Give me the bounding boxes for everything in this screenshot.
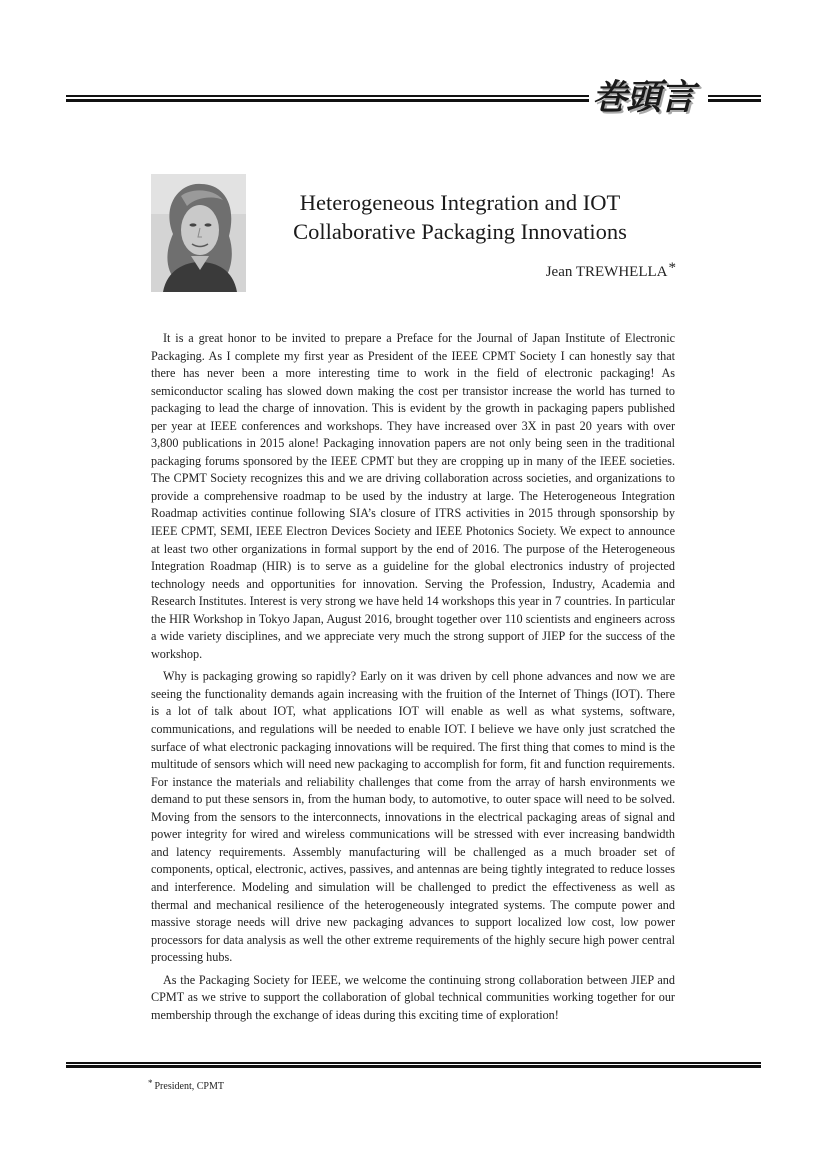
footnote-text: President, CPMT bbox=[154, 1081, 224, 1092]
article-title-line-2: Collaborative Packaging Innovations bbox=[293, 219, 627, 244]
header-rule-right bbox=[708, 95, 761, 102]
author-photo bbox=[151, 174, 246, 292]
body-paragraph-3: As the Packaging Society for IEEE, we welcome the continuing strong collaboration between JIEP and CPMT as we strive to support the collaboration of global technical communities working together for our membership through the exchange of ideas during this exciting time of exploration! bbox=[151, 972, 675, 1022]
author-footnote-mark: * bbox=[668, 260, 676, 276]
author-name: Jean TREWHELLA bbox=[545, 264, 668, 280]
article-title bbox=[250, 188, 670, 246]
body-paragraph-2: Why is packaging growing so rapidly? Early on it was driven by cell phone advances and now we are seeing the functionality demands again increasing with the fruition of the Internet of Things (IOT). There is a lot of talk about IOT, what applications IOT will enable as well as what systems, software, communications, and regulations will be needed to enable IOT. I believe we have only just scratched the surface of what electronic packaging innovations will be required. The first thing that comes to mind is the multitude of sensors which will need new packaging to accomplish for form, fit and function requirements. For instance the materials and reliability challenges that come from the array of harsh environments we demand to put these sensors in, from the human body, to automotive, to outer space will need to be solved. Moving from the sensors to the interconnects, innovations in the electrical packaging areas of signal and power integrity for wired and wireless communications will be stressed with ever increasing bandwidth and latency requirements. Assembly manufacturing will be challenged as a much broader set of components, optical, electronic, actives, passives, and antennas are being tightly integrated to reduce losses and interference. Modeling and simulation will be challenged to predict the effectiveness as well as thermal and mechanical resilience of the heterogeneously integrated systems. The compute power and massive storage needs will drive new packaging advances to support localized low cost, low power processors for data analysis as well the other extreme requirements of the highly secure high power central processing hubs. bbox=[151, 669, 675, 965]
article-title-line-1: Heterogeneous Integration and IOT bbox=[299, 190, 621, 215]
footer-rule bbox=[66, 1062, 761, 1068]
article-body bbox=[151, 330, 675, 1029]
author-byline bbox=[470, 258, 676, 282]
body-paragraph-1: It is a great honor to be invited to prepare a Preface for the Journal of Japan Institute of Electronic Packaging. As I complete my first year as President of the IEEE CPMT Society I can honestly say that there has never been a more interesting time to work in the field of electronic packaging! As semiconductor scaling has slowed down making the cost per transistor increase the world has turned to packaging to lead the charge of innovation. This is evident by the growth in packaging papers published per year at IEEE conferences and workshops. They have increased over 3X in past 20 years with over 3,800 publications in 2015 alone! Packaging innovation papers are not only being seen in the traditional packaging forums sponsored by the IEEE CPMT but they are cropping up in many of the IEEE societies. The CPMT Society recognizes this and we are driving collaboration across societies, and organizations to provide a comprehensive roadmap to be used by the industry at large. The Heterogeneous Integration Roadmap activities continue following SIA’s closure of ITRS activities in 2015 through sponsorship by IEEE CPMT, SEMI, IEEE Electron Devices Society and IEEE Photonics Society. We expect to announce at least two other organizations in formal support by the end of 2016. The purpose of the Heterogeneous Integration Roadmap (HIR) is to serve as a guideline for the global electronics industry of projected technology needs and opportunities for innovation. Serving the Profession, Industry, Academia and Research Institutes. Interest is very strong we have held 14 workshops this year in 7 countries. In particular the HIR Workshop in Tokyo Japan, August 2016, brought together over 110 scientists and engineers across a wide variety disciplines, and we appreciate very much the strong support of JIEP for the success of the workshop. bbox=[151, 331, 675, 661]
section-label: 巻頭言 bbox=[592, 78, 695, 118]
header-rule-left bbox=[66, 95, 589, 102]
footnote-mark: * bbox=[148, 1078, 153, 1088]
footnote bbox=[148, 1076, 224, 1094]
